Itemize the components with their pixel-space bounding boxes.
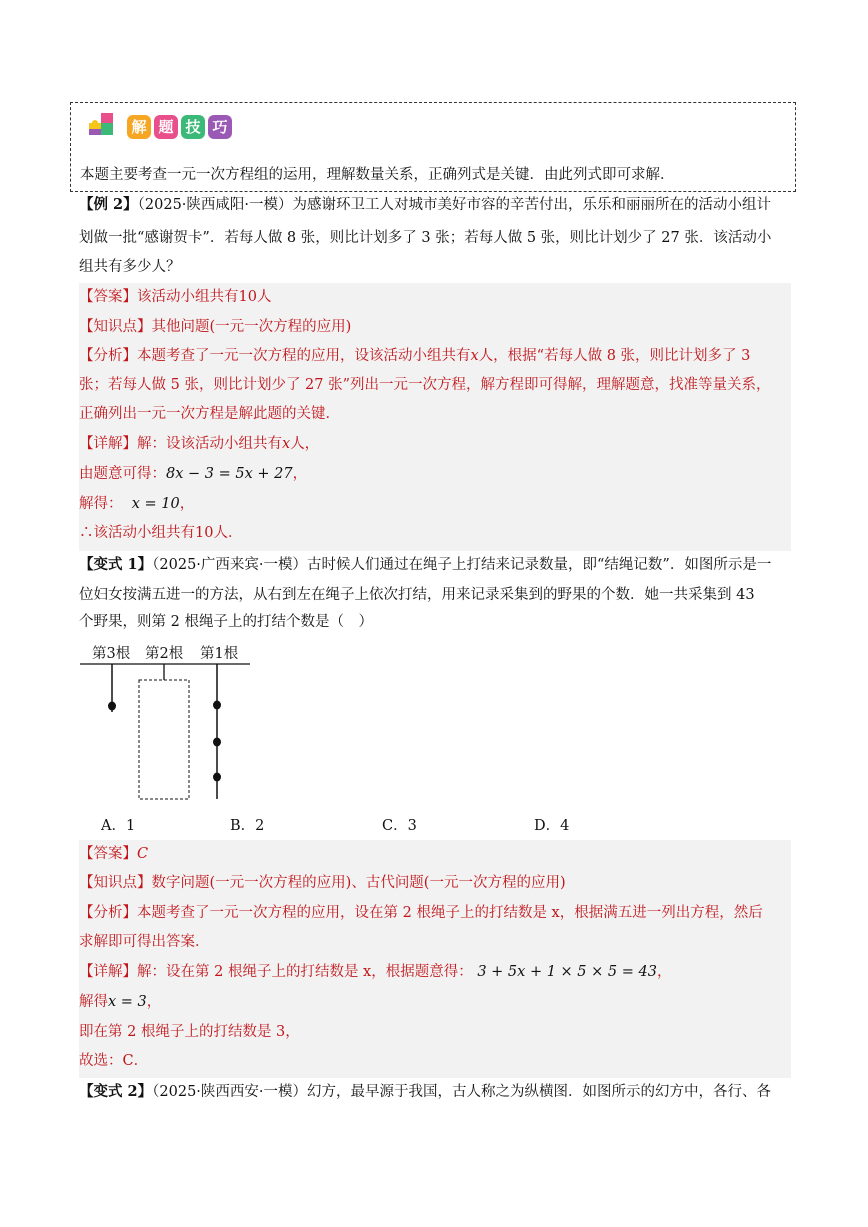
variant1-detail-line4: 故选：C． [79,1053,149,1069]
option-d[interactable]: D．4 [534,818,570,834]
rope-label-3: 第3根 [92,646,131,662]
equation: 3 + 5x + 1 × 5 × 5 = 43 [477,964,657,980]
variant1-analysis-line2: 求解即可得出答案． [79,934,210,950]
equation: 8x − 3 = 5x + 27 [166,466,293,482]
example2-analysis-line2: 张；若每人做 5 张，则比计划少了 27 张”列出一元一次方程，解方程即可得解，理解题意，找准等量关系， [79,377,771,393]
knowledge-tag: 【知识点】 [79,875,152,891]
example2-tag: 【例 2】 [79,196,138,213]
variant1-text: 古时候人们通过在绳子上打结来记录数量，即“结绳记数”．如图所示是一 [307,557,772,573]
knowledge-text: 数字问题(一元一次方程的应用)、古代问题(一元一次方程的应用) [151,875,566,891]
analysis-text: 人，根据“若每人做 8 张，则比计划多了 3 [478,348,751,364]
punctuation: ， [656,964,672,980]
example2-analysis-line1 [79,346,750,366]
variant1-answer [79,844,148,864]
detail-text: 人， [290,436,320,452]
rope-label-1: 第1根 [200,646,239,662]
punctuation: ， [146,994,162,1010]
punctuation: ， [179,496,195,512]
variant1-source: （2025·广西来宾·一模） [152,557,308,573]
example2-analysis-line3: 正确列出一元一次方程是解此题的关键． [79,406,340,422]
knowledge-tag: 【知识点】 [79,319,152,335]
tips-badge: 解 [127,115,151,139]
example2-knowledge [79,317,351,337]
answer-text: 该活动小组共有10人 [137,289,272,305]
example2-source: （2025·陕西咸阳·一模） [137,197,293,213]
example2-detail-line3 [79,494,194,514]
variable-x: x [282,436,291,452]
answer-text: C [137,846,149,862]
analysis-text: 本题考查了一元一次方程的应用，设在第 2 根绳子上的打结数是 x，根据满五进一列出方程，然后 [137,905,763,921]
example2-detail-line1 [79,434,319,454]
example2-detail-line2 [79,464,307,484]
option-c[interactable]: C．3 [382,818,417,834]
analysis-text: 本题考查了一元一次方程的应用，设该活动小组共有 [137,348,471,364]
answer-tag: 【答案】 [79,289,137,305]
answer-tag: 【答案】 [79,846,137,862]
tips-heading [127,115,235,139]
equation: x = 3 [108,994,147,1010]
variable-x: x [470,348,479,364]
punctuation: ， [292,466,308,482]
tips-text: 本题主要考查一元一次方程组的运用，理解数量关系，正确列式是关键．由此列式即可求解． [80,167,675,183]
variant2-line1 [79,1082,771,1102]
example2-line1 [79,195,771,215]
example2-detail-line4: ∴该活动小组共有10人． [79,525,243,541]
example2-line3: 组共有多少人？ [79,259,181,275]
analysis-tag: 【分析】 [79,348,137,364]
variant1-tag: 【变式 1】 [79,556,153,573]
detail-tag: 【详解】 [79,436,137,452]
variant1-detail-line1 [79,962,671,982]
example2-text: 为感谢环卫工人对城市美好市容的辛苦付出，乐乐和丽丽所在的活动小组计 [292,197,772,213]
knot-diagram [78,640,253,805]
option-b[interactable]: B．2 [230,818,265,834]
variant1-line1 [79,555,771,575]
variant1-line2: 位妇女按满五进一的方法，从右到左在绳子上依次打结，用来记录采集到的野果的个数．她一共采集到 43 [79,587,755,603]
variant2-text: 幻方，最早源于我国，古人称之为纵横图．如图所示的幻方中，各行、各 [307,1084,772,1100]
example2-answer [79,287,271,307]
puzzle-icon [87,111,117,141]
detail-text: 解：设该活动小组共有 [137,436,282,452]
equation: x = 10 [131,496,180,512]
detail-text: 解得 [79,994,108,1010]
variant1-line3: 个野果，则第 2 根绳子上的打结个数是（ ） [79,614,373,630]
variant1-detail-line3: 即在第 2 根绳子上的打结数是 3， [79,1024,300,1040]
analysis-tag: 【分析】 [79,905,137,921]
detail-tag: 【详解】 [79,964,137,980]
variant2-source: （2025·陕西西安·一模） [152,1084,308,1100]
knot-figure [78,640,253,805]
example2-line2: 划做一批“感谢贺卡”．若每人做 8 张，则比计划多了 3 张；若每人做 5 张，则比计划少了 27 张．该活动小 [79,230,772,246]
knowledge-text: 其他问题(一元一次方程的应用) [151,319,352,335]
variant1-detail-line2 [79,992,161,1012]
tips-badge: 巧 [208,115,232,139]
detail-text: 解得： [79,496,123,512]
rope-label-2: 第2根 [145,646,184,662]
tips-badge: 技 [181,115,205,139]
variant1-analysis-line1 [79,903,763,923]
detail-text: 解：设在第 2 根绳子上的打结数是 x，根据题意得： [137,964,473,980]
detail-text: 由题意可得： [79,466,166,482]
option-a[interactable]: A．1 [101,818,136,834]
variant2-tag: 【变式 2】 [79,1083,153,1100]
tips-box [70,102,796,192]
tips-badge: 题 [154,115,178,139]
variant1-knowledge [79,873,566,893]
